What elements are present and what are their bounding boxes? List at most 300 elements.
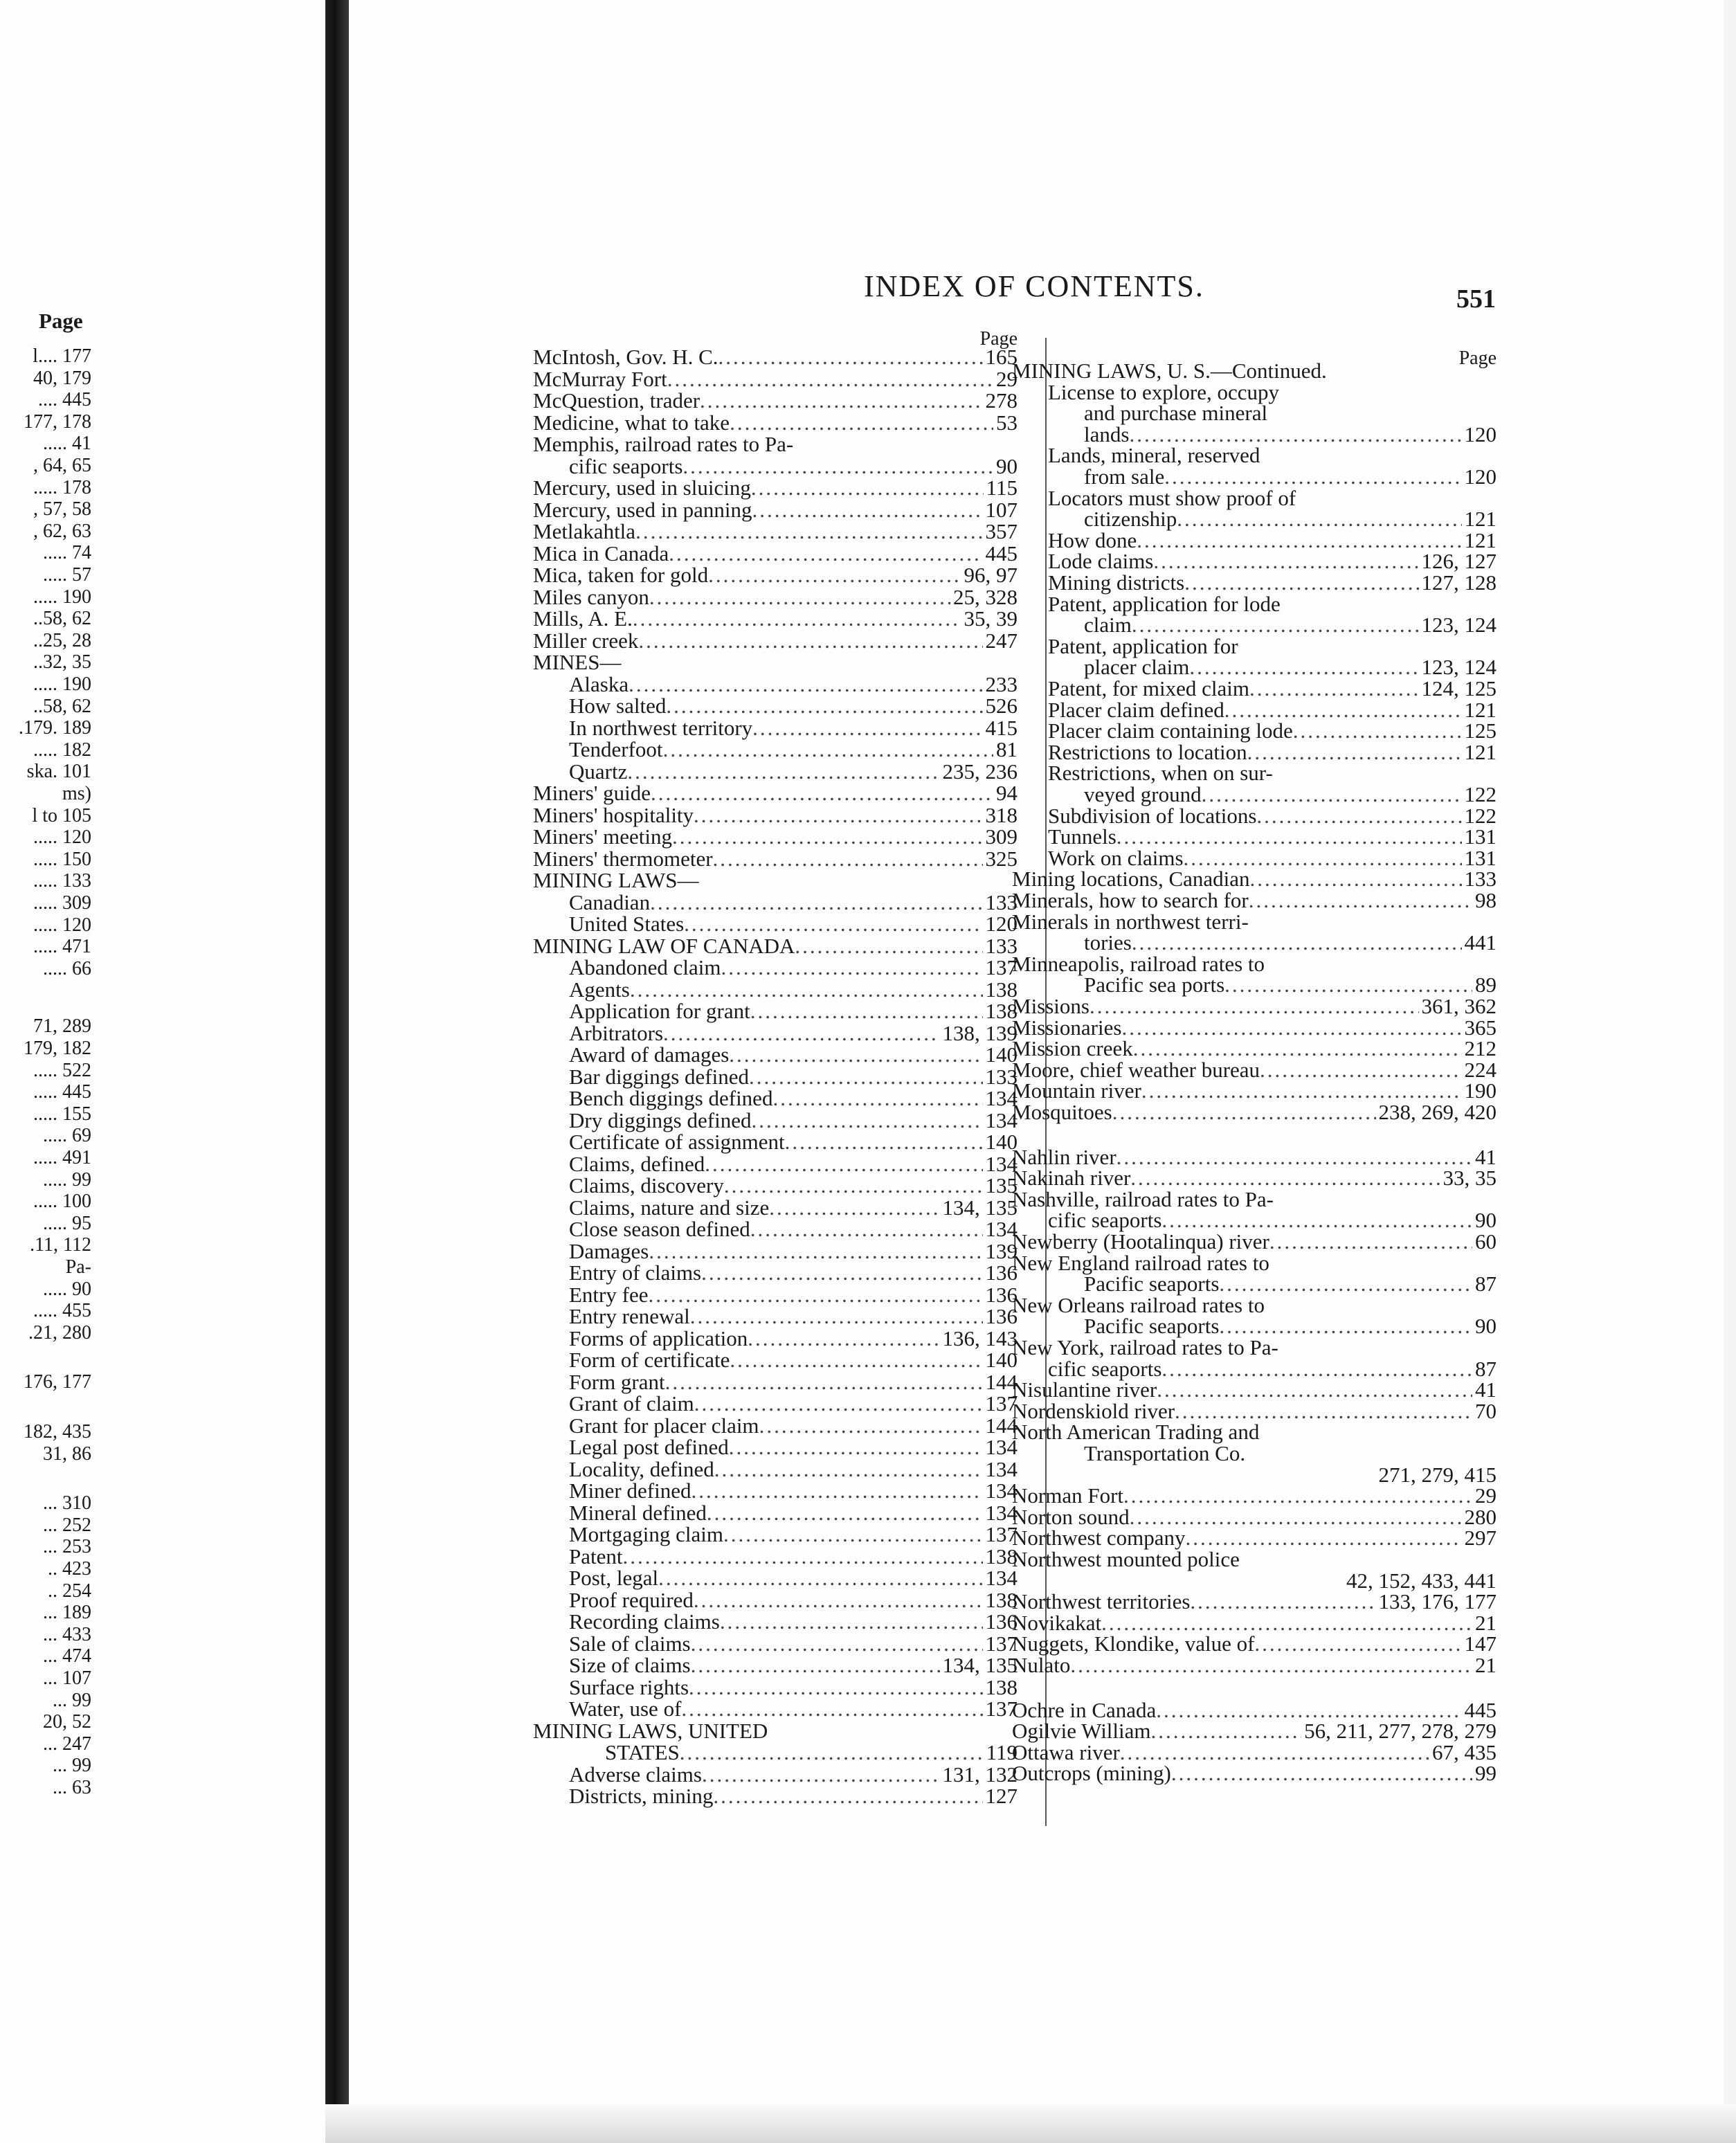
index-entry-pages: 21 bbox=[1475, 1653, 1497, 1677]
index-entry bbox=[1012, 572, 1497, 594]
index-entry-pages: 134, 135 bbox=[942, 1653, 1018, 1677]
index-entry-pages: 131 bbox=[1464, 845, 1497, 870]
index-entry-pages: 107 bbox=[985, 497, 1018, 522]
column-page-label: Page bbox=[1458, 347, 1497, 369]
dot-leader bbox=[1293, 720, 1462, 742]
index-entry-pages: 140 bbox=[985, 1348, 1018, 1372]
left-page-row: ..... 133 bbox=[33, 870, 91, 892]
left-page-row: 31, 86 bbox=[43, 1443, 91, 1465]
index-entry-text: Adverse claims bbox=[569, 1762, 702, 1787]
index-entry-pages: 70 bbox=[1475, 1398, 1497, 1423]
index-entry bbox=[1012, 1421, 1497, 1443]
index-entry-pages: 137 bbox=[985, 1631, 1018, 1656]
index-entry-pages: 137 bbox=[985, 1697, 1018, 1721]
left-page-row: ..58, 62 bbox=[33, 608, 91, 630]
index-entry bbox=[1012, 1720, 1497, 1742]
dot-leader bbox=[750, 1218, 983, 1240]
index-entry-text: Recording claims bbox=[569, 1609, 720, 1634]
index-entry bbox=[533, 564, 1018, 586]
index-entry-pages: 134 bbox=[985, 1107, 1018, 1132]
index-entry-pages: 87 bbox=[1475, 1356, 1497, 1381]
dot-leader bbox=[1247, 741, 1462, 763]
index-entry-text: claim bbox=[1084, 613, 1132, 638]
dot-leader bbox=[1116, 826, 1462, 848]
left-page-row: ..... 95 bbox=[43, 1212, 91, 1234]
index-entry bbox=[533, 1044, 1018, 1066]
index-entry-text: Mortgaging claim bbox=[569, 1522, 723, 1546]
index-entry bbox=[533, 499, 1018, 521]
dot-leader bbox=[1224, 699, 1462, 721]
index-entry-pages: 138 bbox=[985, 1674, 1018, 1699]
index-entry-text: Miners' meeting bbox=[533, 824, 673, 849]
index-entry-text: New Orleans railroad rates to bbox=[1012, 1292, 1265, 1317]
dot-leader bbox=[633, 608, 961, 630]
index-entry-text: Minerals in northwest terri- bbox=[1012, 909, 1249, 934]
index-entry-text: Outcrops (mining) bbox=[1012, 1761, 1171, 1786]
index-entry-pages: 133 bbox=[1464, 867, 1497, 892]
index-entry-text: How done bbox=[1048, 527, 1137, 552]
index-entry-text: Mission creek bbox=[1012, 1036, 1133, 1061]
index-entry bbox=[1012, 762, 1497, 784]
index-entry-text: In northwest territory bbox=[569, 715, 753, 740]
index-entry-pages: 94 bbox=[996, 781, 1018, 805]
index-entry bbox=[533, 717, 1018, 739]
index-entry-text: Ochre in Canada bbox=[1012, 1697, 1157, 1722]
index-entry-pages: 361, 362 bbox=[1421, 994, 1497, 1018]
index-entry-text: Nashville, railroad rates to Pa- bbox=[1012, 1186, 1274, 1211]
dot-leader bbox=[1256, 805, 1461, 827]
dot-leader bbox=[700, 390, 982, 412]
index-entry bbox=[1012, 1038, 1497, 1060]
index-entry-pages: 134, 135 bbox=[942, 1195, 1018, 1220]
index-entry bbox=[533, 455, 1018, 478]
dot-leader bbox=[681, 1698, 982, 1720]
index-entry bbox=[533, 1458, 1018, 1481]
index-entry-pages: 123, 124 bbox=[1421, 655, 1497, 680]
index-entry bbox=[1012, 1400, 1497, 1422]
index-entry-pages: 297 bbox=[1464, 1526, 1497, 1550]
index-entry-pages: 41 bbox=[1475, 1144, 1497, 1169]
dot-leader bbox=[1132, 932, 1462, 954]
dot-leader bbox=[1157, 1379, 1472, 1401]
left-page-row: , 64, 65 bbox=[33, 455, 91, 476]
index-entry bbox=[533, 1197, 1018, 1219]
index-entry-pages: 280 bbox=[1464, 1504, 1497, 1529]
dot-leader bbox=[1129, 424, 1461, 446]
index-entry-pages: 140 bbox=[985, 1130, 1018, 1154]
left-page-row: .. 254 bbox=[48, 1580, 91, 1602]
index-entry-text: cific seaports bbox=[1048, 1356, 1162, 1381]
index-entry-text: Miners' thermometer bbox=[533, 846, 713, 871]
index-entry-pages: 119 bbox=[986, 1740, 1018, 1764]
index-entry-text: Miners' guide bbox=[533, 781, 651, 805]
index-entry bbox=[1012, 1273, 1497, 1295]
dot-leader bbox=[730, 1349, 982, 1371]
left-page-row: ..58, 62 bbox=[33, 695, 91, 717]
index-heading bbox=[533, 1720, 1018, 1742]
dot-leader bbox=[707, 1502, 983, 1524]
index-entry bbox=[1012, 656, 1497, 678]
dot-leader bbox=[691, 1633, 983, 1655]
index-entry-text: Placer claim containing lode bbox=[1048, 718, 1293, 743]
left-page-row: ..... 445 bbox=[33, 1081, 91, 1103]
index-entry bbox=[1012, 424, 1497, 446]
index-entry-pages: 247 bbox=[985, 628, 1018, 653]
left-page-row: ..25, 28 bbox=[33, 629, 91, 651]
dot-leader bbox=[667, 368, 993, 390]
index-entry-pages: 120 bbox=[1464, 464, 1497, 489]
index-entry-text: Miller creek bbox=[533, 628, 639, 653]
index-entry-pages: 122 bbox=[1464, 782, 1497, 806]
dot-leader bbox=[1123, 1485, 1472, 1507]
index-entry bbox=[533, 1000, 1018, 1022]
dot-leader bbox=[785, 1131, 983, 1153]
index-entry-text: Alaska bbox=[569, 671, 629, 696]
index-entry bbox=[533, 1153, 1018, 1175]
index-entry-text: Claims, discovery bbox=[569, 1173, 724, 1197]
index-entry-text: and purchase mineral bbox=[1084, 401, 1268, 426]
dot-leader bbox=[682, 455, 993, 478]
dot-leader bbox=[1177, 508, 1461, 530]
index-entry bbox=[533, 1698, 1018, 1720]
index-entry-text: Application for grant bbox=[569, 999, 750, 1023]
index-entry-pages: 120 bbox=[1464, 422, 1497, 446]
dot-leader bbox=[623, 1546, 983, 1568]
dot-leader bbox=[749, 1066, 982, 1088]
index-entry bbox=[1012, 974, 1497, 996]
index-entry-text: McMurray Fort bbox=[533, 366, 667, 391]
index-entry bbox=[1012, 1379, 1497, 1401]
index-entry-text: North American Trading and bbox=[1012, 1420, 1260, 1445]
index-entry bbox=[533, 1393, 1018, 1415]
dot-leader bbox=[627, 761, 939, 783]
index-entry bbox=[533, 739, 1018, 761]
index-entry-pages: 526 bbox=[985, 694, 1018, 718]
index-entry-text: Northwest company bbox=[1012, 1526, 1186, 1550]
index-entry-pages: 133 bbox=[985, 933, 1018, 958]
dot-leader bbox=[705, 1153, 982, 1175]
left-page-row: 179, 182 bbox=[24, 1038, 91, 1059]
left-page-row: ..... 57 bbox=[43, 564, 91, 586]
left-page-row: ska. 101 bbox=[26, 761, 91, 783]
index-entry-pages: 238, 269, 420 bbox=[1378, 1100, 1497, 1124]
index-entry bbox=[533, 957, 1018, 979]
index-entry-pages: 138 bbox=[985, 1587, 1018, 1612]
index-entry-pages: 41 bbox=[1475, 1377, 1497, 1402]
dot-leader bbox=[772, 1087, 982, 1110]
index-entry bbox=[533, 1107, 1018, 1132]
dot-leader bbox=[1089, 995, 1419, 1018]
left-page-row: ..... 190 bbox=[33, 673, 91, 695]
index-entry-pages: 190 bbox=[1464, 1078, 1497, 1103]
dot-leader bbox=[680, 1742, 984, 1764]
dot-leader bbox=[1249, 678, 1419, 700]
left-page-row: ..... 41 bbox=[43, 433, 91, 455]
index-entry-pages: 165 bbox=[985, 345, 1018, 369]
index-entry bbox=[533, 1589, 1018, 1611]
index-entry-text: Minerals, how to search for bbox=[1012, 888, 1249, 912]
left-page-row: ..... 120 bbox=[33, 914, 91, 936]
left-page-row: 20, 52 bbox=[43, 1711, 91, 1733]
index-entry-text: Sale of claims bbox=[569, 1631, 691, 1656]
index-entry bbox=[533, 979, 1018, 1001]
left-page-row: ... 252 bbox=[43, 1514, 91, 1536]
page-edge bbox=[1724, 0, 1736, 2143]
left-page-row: .. 423 bbox=[48, 1558, 91, 1580]
index-entry bbox=[1012, 995, 1497, 1018]
index-entry-pages: 365 bbox=[1464, 1015, 1497, 1040]
dot-leader bbox=[729, 1436, 983, 1458]
index-entry bbox=[1012, 1146, 1497, 1168]
index-entry-text: STATES bbox=[605, 1740, 680, 1764]
index-entry-text: Memphis, railroad rates to Pa- bbox=[533, 432, 794, 456]
index-entry-text: Agents bbox=[569, 977, 630, 1002]
dot-leader bbox=[694, 804, 982, 826]
index-entry bbox=[533, 1371, 1018, 1393]
index-entry bbox=[1012, 889, 1497, 912]
index-entry-pages: 127 bbox=[985, 1784, 1018, 1808]
index-entry bbox=[533, 390, 1018, 412]
index-entry-pages: 138 bbox=[985, 1544, 1018, 1568]
index-entry bbox=[1012, 402, 1497, 424]
index-entry-text: Patent, application for bbox=[1048, 633, 1238, 658]
dot-leader bbox=[1156, 1699, 1461, 1721]
index-entry bbox=[533, 1676, 1018, 1699]
left-page-row: ..... 74 bbox=[43, 542, 91, 564]
index-entry bbox=[533, 1175, 1018, 1197]
index-entry-pages: 136, 143 bbox=[942, 1326, 1018, 1350]
index-entry-pages: 136 bbox=[985, 1609, 1018, 1634]
index-entry-text: Miles canyon bbox=[533, 584, 649, 609]
index-entry-text: veyed ground bbox=[1084, 782, 1202, 806]
dot-leader bbox=[629, 673, 982, 696]
index-entry bbox=[1012, 784, 1497, 806]
dot-leader bbox=[713, 848, 983, 870]
dot-leader bbox=[694, 1589, 983, 1611]
dot-leader bbox=[1186, 1527, 1462, 1549]
dot-leader bbox=[651, 782, 993, 804]
index-entry-pages: 139 bbox=[985, 1238, 1018, 1263]
index-entry-pages: 126, 127 bbox=[1421, 549, 1497, 574]
index-entry-text: citizenship bbox=[1084, 507, 1177, 532]
index-entry-text: Nulato bbox=[1012, 1653, 1071, 1677]
index-entry bbox=[533, 1284, 1018, 1306]
index-entry-text: Dry diggings defined bbox=[569, 1107, 752, 1132]
index-entry bbox=[1012, 1252, 1497, 1274]
index-entry bbox=[1012, 1506, 1497, 1528]
index-entry-pages: 89 bbox=[1475, 973, 1497, 997]
index-entry-pages: 90 bbox=[996, 453, 1018, 478]
index-entry-text: Size of claims bbox=[569, 1653, 691, 1677]
index-entry bbox=[533, 1262, 1018, 1284]
left-page-row: ... 189 bbox=[43, 1602, 91, 1624]
index-entry-text: How salted bbox=[569, 694, 667, 718]
index-entry-text: Nahlin river bbox=[1012, 1144, 1116, 1169]
dot-leader bbox=[694, 1393, 983, 1415]
index-entry-pages: 29 bbox=[1475, 1483, 1497, 1508]
dot-leader bbox=[1161, 1209, 1472, 1231]
index-entry-text: Mercury, used in sluicing bbox=[533, 476, 751, 500]
dot-leader bbox=[1249, 889, 1472, 912]
left-page-row: ..... 99 bbox=[43, 1168, 91, 1191]
dot-leader bbox=[730, 412, 993, 434]
index-entry-pages: 115 bbox=[986, 476, 1018, 500]
dot-leader bbox=[769, 1197, 939, 1219]
index-entry-text: Entry of claims bbox=[569, 1260, 702, 1285]
dot-leader bbox=[701, 1262, 982, 1284]
index-entry bbox=[1012, 1739, 1497, 1764]
index-entry-pages: 133 bbox=[985, 889, 1018, 914]
index-entry-pages: 137 bbox=[985, 1522, 1018, 1546]
index-entry-text: Bench diggings defined bbox=[569, 1086, 773, 1110]
index-entry-text: Form grant bbox=[569, 1369, 665, 1394]
index-entry-pages: 35, 39 bbox=[964, 606, 1018, 631]
left-page-row: .... 445 bbox=[38, 389, 91, 411]
left-page-row: ... 247 bbox=[43, 1733, 91, 1755]
index-entry-text: Damages bbox=[569, 1238, 649, 1263]
index-entry-pages: 147 bbox=[1464, 1631, 1497, 1656]
index-entry bbox=[533, 1611, 1018, 1633]
index-entry bbox=[1012, 1017, 1497, 1039]
left-page-row: .11, 112 bbox=[30, 1234, 91, 1256]
index-entry-pages: 144 bbox=[985, 1369, 1018, 1394]
index-entry bbox=[1012, 508, 1497, 530]
left-page-row: ... 310 bbox=[43, 1492, 91, 1514]
book-spine bbox=[325, 0, 349, 2143]
index-entry-text: cific seaports bbox=[569, 453, 683, 478]
index-entry-pages: 29 bbox=[996, 366, 1018, 391]
dot-leader bbox=[663, 739, 993, 761]
dot-leader bbox=[702, 1764, 940, 1786]
left-page-row: ..... 69 bbox=[43, 1125, 91, 1147]
index-entry-text: Legal post defined bbox=[569, 1435, 729, 1459]
index-entry bbox=[1012, 678, 1497, 700]
index-entry-text: MINES— bbox=[533, 650, 622, 674]
index-entry-pages: 53 bbox=[996, 410, 1018, 435]
index-entry-text: Pacific sea ports bbox=[1084, 973, 1225, 997]
dot-leader bbox=[752, 717, 982, 739]
left-page-row: ..... 150 bbox=[33, 848, 91, 870]
index-entry-text: Missionaries bbox=[1012, 1015, 1122, 1040]
index-heading bbox=[533, 935, 1018, 957]
dot-leader bbox=[1260, 1059, 1461, 1081]
index-entry-pages: 138, 139 bbox=[942, 1020, 1018, 1045]
index-entry-text: Arbitrators bbox=[569, 1020, 664, 1045]
dot-leader bbox=[1164, 466, 1461, 488]
index-entry bbox=[1012, 593, 1497, 615]
dot-leader bbox=[1189, 656, 1418, 678]
index-entry-text: Entry fee bbox=[569, 1282, 649, 1307]
index-entry-pages: 134 bbox=[985, 1566, 1018, 1590]
dot-leader bbox=[724, 1175, 983, 1197]
index-entry bbox=[533, 608, 1018, 630]
left-page-row: .179. 189 bbox=[19, 717, 91, 739]
dot-leader bbox=[691, 1480, 982, 1502]
index-entry-text: Northwest mounted police bbox=[1012, 1547, 1240, 1571]
dot-leader bbox=[669, 543, 982, 565]
index-entry-text: Mica in Canada bbox=[533, 541, 669, 566]
index-entry bbox=[1012, 1612, 1497, 1634]
index-entry-text: Lode claims bbox=[1048, 549, 1154, 574]
index-entry-pages: 138 bbox=[985, 999, 1018, 1023]
index-entry bbox=[1012, 635, 1497, 658]
index-entry bbox=[1012, 1654, 1497, 1676]
index-entry bbox=[1012, 1209, 1497, 1231]
index-entry bbox=[533, 1087, 1018, 1110]
left-page-row: ..... 455 bbox=[33, 1300, 91, 1322]
index-entry bbox=[1012, 1527, 1497, 1549]
left-page-list bbox=[0, 0, 97, 2143]
dot-leader bbox=[1219, 1273, 1472, 1295]
index-entry bbox=[533, 695, 1018, 717]
left-page-row: ..... 90 bbox=[43, 1278, 91, 1300]
column-page-label: Page bbox=[979, 328, 1018, 350]
left-page-row: ..... 190 bbox=[33, 586, 91, 608]
dot-leader bbox=[708, 564, 961, 586]
left-page-row: 182, 435 bbox=[24, 1421, 91, 1443]
dot-leader bbox=[648, 1284, 982, 1306]
index-entry-pages: 133 bbox=[985, 1064, 1018, 1089]
index-entry bbox=[1012, 1485, 1497, 1507]
index-entry-text: MINING LAWS, U. S.—Continued. bbox=[1012, 359, 1327, 383]
index-entry bbox=[1012, 444, 1497, 467]
dot-leader bbox=[759, 1415, 983, 1437]
index-entry-pages: 138 bbox=[985, 977, 1018, 1002]
dot-leader bbox=[1269, 1231, 1472, 1253]
index-entry-text: placer claim bbox=[1084, 655, 1190, 680]
index-entry bbox=[533, 1502, 1018, 1524]
index-entry bbox=[1012, 381, 1497, 404]
index-entry bbox=[1012, 1699, 1497, 1721]
index-entry-text: Norman Fort bbox=[1012, 1483, 1124, 1508]
dot-leader bbox=[1184, 572, 1418, 594]
index-entry bbox=[533, 1654, 1018, 1676]
dot-leader bbox=[750, 1000, 983, 1022]
index-entry-pages: 25, 328 bbox=[953, 584, 1018, 609]
index-entry-text: Grant of claim bbox=[569, 1391, 694, 1416]
index-entry bbox=[1012, 1762, 1497, 1784]
index-entry-text: Nuggets, Klondike, value of bbox=[1012, 1631, 1255, 1656]
index-entry-text: Patent, application for lode bbox=[1048, 591, 1281, 616]
index-entry bbox=[533, 412, 1018, 434]
index-entry-pages: 121 bbox=[1464, 527, 1497, 552]
index-entry-text: Award of damages bbox=[569, 1042, 730, 1067]
left-page-header: Page bbox=[39, 309, 83, 333]
dot-leader bbox=[658, 1567, 982, 1589]
left-page-row: ..... 522 bbox=[33, 1059, 91, 1081]
index-entry-pages: 318 bbox=[985, 802, 1018, 827]
index-entry-text: Locality, defined bbox=[569, 1456, 714, 1481]
index-entry-text: Nordenskiold river bbox=[1012, 1398, 1175, 1423]
dot-leader bbox=[795, 935, 982, 957]
page-number: 551 bbox=[1456, 284, 1496, 314]
dot-leader bbox=[1151, 1720, 1302, 1742]
index-entry-pages: 121 bbox=[1464, 697, 1497, 722]
dot-leader bbox=[1070, 1654, 1472, 1676]
index-entry-text: Pacific seaports bbox=[1084, 1272, 1220, 1296]
index-entry-pages: 124, 125 bbox=[1421, 676, 1497, 700]
index-entry-pages: 56, 211, 277, 278, 279 bbox=[1304, 1719, 1497, 1744]
left-page-row: ... 63 bbox=[53, 1777, 91, 1798]
index-entry-text: License to explore, occupy bbox=[1048, 379, 1279, 404]
left-page-row: 71, 289 bbox=[33, 1015, 91, 1038]
index-heading bbox=[533, 869, 1018, 892]
index-entry-text: from sale bbox=[1084, 464, 1165, 489]
dot-leader bbox=[1120, 1742, 1429, 1764]
left-page-row: ... 253 bbox=[43, 1536, 91, 1558]
index-entry-text: Placer claim defined bbox=[1048, 697, 1224, 722]
left-page-row: .21, 280 bbox=[28, 1321, 91, 1344]
